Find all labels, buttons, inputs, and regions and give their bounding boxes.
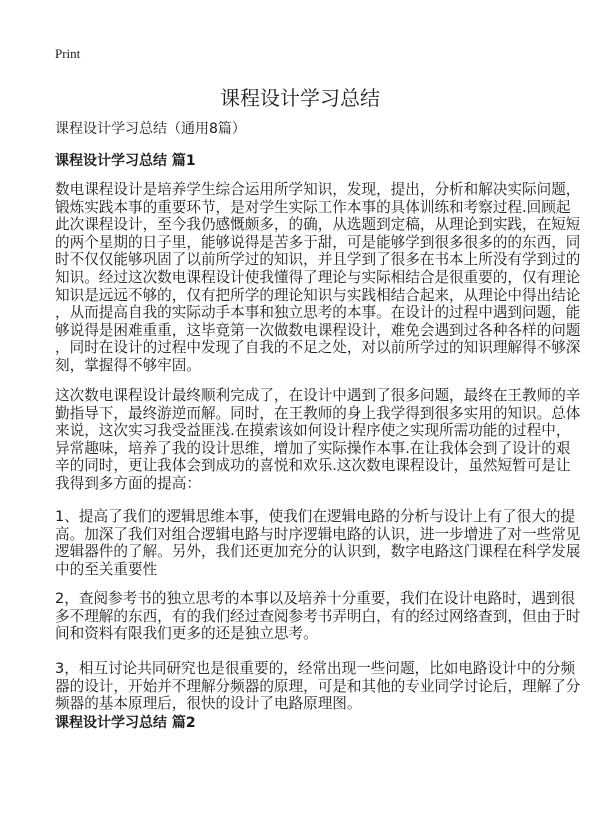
paragraph-line: 知识是远远不够的，仅有把所学的理论知识与实践相结合起来，从理论中得出结论	[55, 286, 581, 304]
paragraph-line: 勤指导下，最终游逆而解。同时，在王教师的身上我学得到很多实用的知识。总体	[55, 404, 581, 422]
paragraph-line: 异常趣味，培养了我的设计思维，增加了实际操作本事.在让我体会到了设计的艰	[55, 439, 571, 457]
section-heading: 课程设计学习总结 篇2	[55, 715, 196, 731]
paragraph-line: 逻辑器件的了解。另外，我们还更加充分的认识到，数字电路这门课程在科学发展	[55, 543, 581, 561]
paragraph	[55, 181, 580, 375]
paragraph-line: 中的至关重要性	[55, 560, 158, 578]
document-subtitle: 课程设计学习总结（通用8篇）	[55, 121, 246, 137]
paragraph-line: 够说得是困难重重，这毕竟第一次做数电课程设计，难免会遇到过各种各样的问题	[55, 321, 581, 339]
paragraph-line: 此次课程设计，至今我仍感慨颇多，的确，从选题到定稿，从理论到实践，在短短	[55, 216, 581, 234]
paragraph-line: 2，查阅参考书的独立思考的本事以及培养十分重要，我们在设计电路时，遇到很	[55, 590, 576, 607]
paragraph-line: 这次数电课程设计最终顺利完成了，在设计中遇到了很多问题，最终在王教师的辛	[55, 387, 581, 404]
paragraph-line: 多不理解的东西，有的我们经过查阅参考书弄明白，有的经过网络查到，但由于时	[55, 607, 581, 625]
paragraph-line: 1、提高了我们的逻辑思维本事，使我们在逻辑电路的分析与设计上有了很大的提	[55, 508, 576, 525]
paragraph-line: ，同时在设计的过程中发现了自我的不足之处，对以前所学过的知识理解得不够深	[55, 339, 581, 357]
paragraph	[55, 508, 580, 578]
print-link[interactable]: Print	[55, 46, 81, 61]
paragraph	[55, 590, 580, 643]
paragraph-line: 频器的基本原理后，很快的设计了电路原理图。	[55, 695, 362, 713]
paragraph-line: 高。加深了我们对组合逻辑电路与时序逻辑电路的认识，进一步增进了对一些常见	[55, 525, 581, 543]
paragraph-line: 来说，这次实习我受益匪浅.在摸索该如何设计程序使之实现所需功能的过程中，	[55, 422, 571, 440]
paragraph-line: 器的设计，开始并不理解分频器的原理，可是和其他的专业同学讨论后，理解了分	[55, 677, 581, 695]
paragraph-line: 的两个星期的日子里，能够说得是苦多于甜，可是能够学到很多很多的的东西，同	[55, 233, 581, 251]
paragraph-line: 间和资料有限我们更多的还是独立思考。	[55, 625, 318, 643]
paragraph-line: 时不仅仅能够巩固了以前所学过的知识，并且学到了很多在书本上所没有学到过的	[55, 251, 581, 269]
section-heading: 课程设计学习总结 篇1	[55, 153, 196, 169]
paragraph-line: 我得到多方面的提高：	[55, 474, 201, 492]
paragraph-line: 锻炼实践本事的重要环节，是对学生实际工作本事的具体训练和考察过程.回顾起	[55, 198, 571, 216]
paragraph-line: ，从而提高自我的实际动手本事和独立思考的本事。在设计的过程中遇到问题，能	[55, 304, 581, 322]
paragraph	[55, 387, 580, 493]
paragraph-line: 知识。经过这次数电课程设计使我懂得了理论与实际相结合是很重要的，仅有理论	[55, 268, 581, 286]
page-title: 课程设计学习总结	[220, 86, 380, 110]
paragraph-line: 数电课程设计是培养学生综合运用所学知识，发现，提出，分析和解决实际问题，	[55, 181, 581, 198]
paragraph-line: 刻，掌握得不够牢固。	[55, 356, 201, 374]
paragraph-line: 3，相互讨论共同研究也是很重要的，经常出现一些问题，比如电路设计中的分频	[55, 660, 576, 677]
paragraph	[55, 660, 580, 713]
paragraph-line: 辛的同时，更让我体会到成功的喜悦和欢乐.这次数电课程设计，虽然短暂可是让	[55, 457, 571, 475]
